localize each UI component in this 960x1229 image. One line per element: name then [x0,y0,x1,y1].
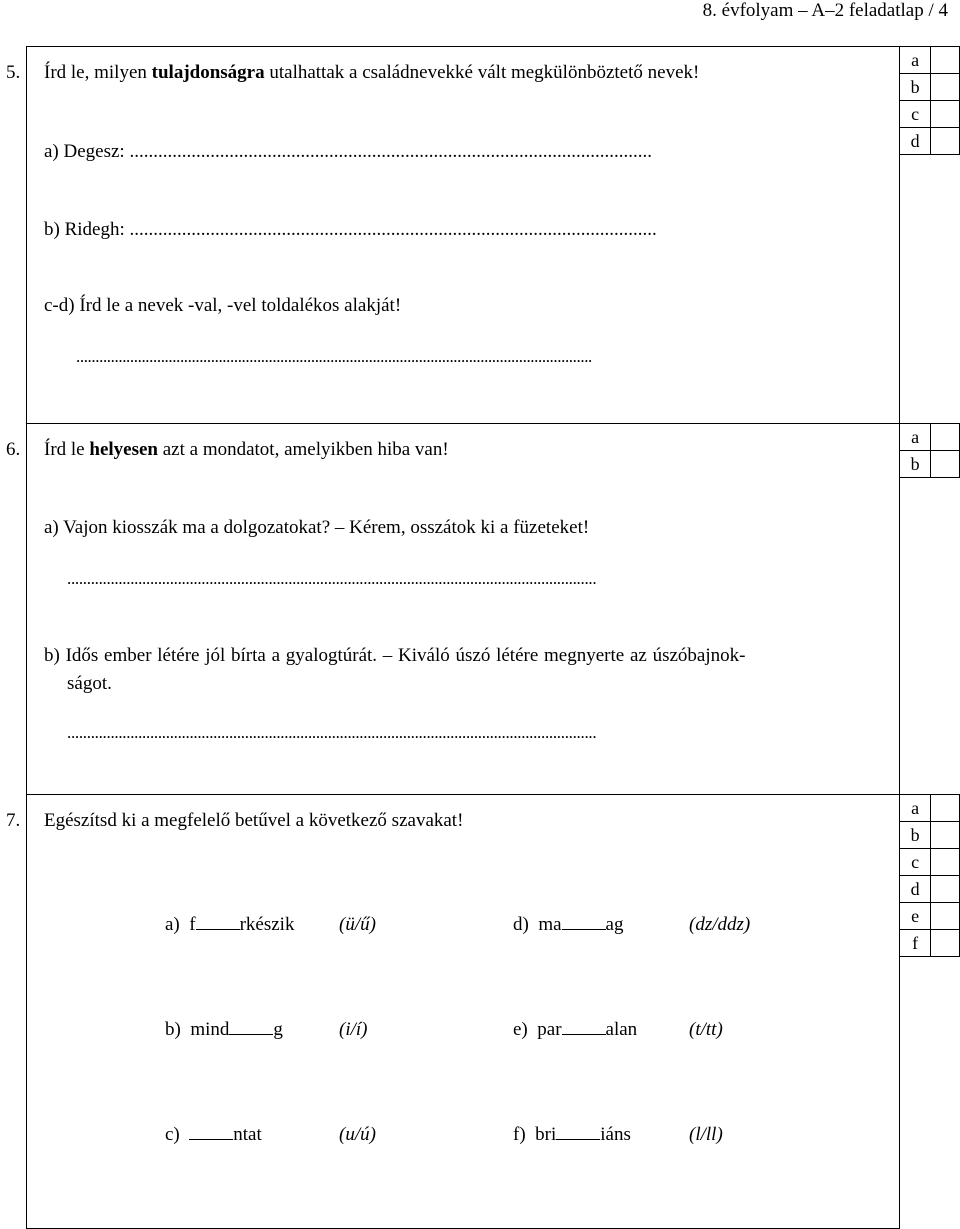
task-7d-options: (dz/ddz) [689,914,751,935]
page-header: 8. évfolyam – A–2 feladatlap / 4 [702,0,948,21]
task-7-score-grid [899,794,960,957]
score-box[interactable] [931,74,960,101]
task-6-instruction: Írd le helyesen azt a mondatot, amelyikben hiba van! [44,439,449,460]
score-box[interactable] [931,128,960,155]
score-box[interactable] [931,849,960,876]
score-cell-d: d [900,876,931,903]
score-cell-f: f [900,930,931,957]
task-7f-options: (l/ll) [689,1124,723,1145]
score-box[interactable] [931,903,960,930]
score-cell-c: c [900,101,931,128]
score-cell-d: d [900,128,931,155]
score-cell-e: e [900,903,931,930]
task-7b-item: b) mind g [165,1019,283,1040]
task-7b-options: (i/í) [339,1019,368,1040]
task-7-box [26,794,900,1229]
task-7d-item: d) ma ag [513,914,624,935]
task-7c-blank[interactable] [189,1139,233,1140]
task-7-number: 7. [6,810,21,831]
task-5a-answer-line[interactable]: .............................................................................................................. [129,141,652,162]
task-7d-blank[interactable] [562,929,606,930]
score-box[interactable] [931,795,960,822]
score-cell-a: a [900,47,931,74]
task-6a-sentence: a) Vajon kiosszák ma a dolgozatokat? – Kérem, osszátok ki a füzeteket! [44,517,590,538]
task-6-number: 6. [6,439,21,460]
task-6b-sentence-line2: ságot. [67,673,112,694]
score-box[interactable] [931,822,960,849]
task-7b-blank[interactable] [229,1034,273,1035]
task-7e-options: (t/tt) [689,1019,723,1040]
score-cell-b: b [900,74,931,101]
score-box[interactable] [931,930,960,957]
task-6-score-grid [899,423,960,478]
score-cell-c: c [900,849,931,876]
task-7a-item: a) f rkészik [165,914,295,935]
score-box[interactable] [931,451,960,478]
task-7a-blank[interactable] [196,929,240,930]
score-box[interactable] [931,424,960,451]
task-7f-blank[interactable] [556,1139,600,1140]
task-5-score-grid [899,46,960,155]
task-5-instruction: Írd le, milyen tulajdonságra utalhattak a családnevekké vált megkülönböztető nevek! [44,62,700,83]
task-6b-answer-line[interactable]: ...................................................................................................................................... [67,723,597,742]
task-5cd-answer-line[interactable]: ...................................................................................................................................... [76,347,592,366]
task-5b-line [44,219,657,241]
task-5a-label: a) Degesz: [44,141,130,162]
task-5b-answer-line[interactable]: ............................................................................................................... [129,219,657,240]
score-box[interactable] [931,101,960,128]
task-7c-options: (u/ú) [339,1124,376,1145]
task-5-number: 5. [6,62,21,83]
score-box[interactable] [931,876,960,903]
task-7c-item: c) ntat [165,1124,262,1145]
score-cell-a: a [900,424,931,451]
score-cell-a: a [900,795,931,822]
task-7a-options: (ü/ű) [339,914,376,935]
score-box[interactable] [931,47,960,74]
task-7-instruction: Egészítsd ki a megfelelő betűvel a következő szavakat! [44,810,464,831]
task-7e-item: e) par alan [513,1019,638,1040]
score-cell-b: b [900,822,931,849]
score-cell-b: b [900,451,931,478]
task-6a-answer-line[interactable]: ...................................................................................................................................... [67,569,597,588]
task-6b-sentence-line1: b) Idős ember létére jól bírta a gyalogtúrát. – Kiváló úszó létére megnyerte az úszóbajnok- [44,645,746,666]
task-7e-blank[interactable] [562,1034,606,1035]
task-7f-item: f) bri iáns [513,1124,631,1145]
task-5cd-prompt: c-d) Írd le a nevek -val, -vel toldalékos alakját! [44,295,402,316]
task-5b-label: b) Ridegh: [44,219,130,240]
task-5a-line [44,141,652,163]
